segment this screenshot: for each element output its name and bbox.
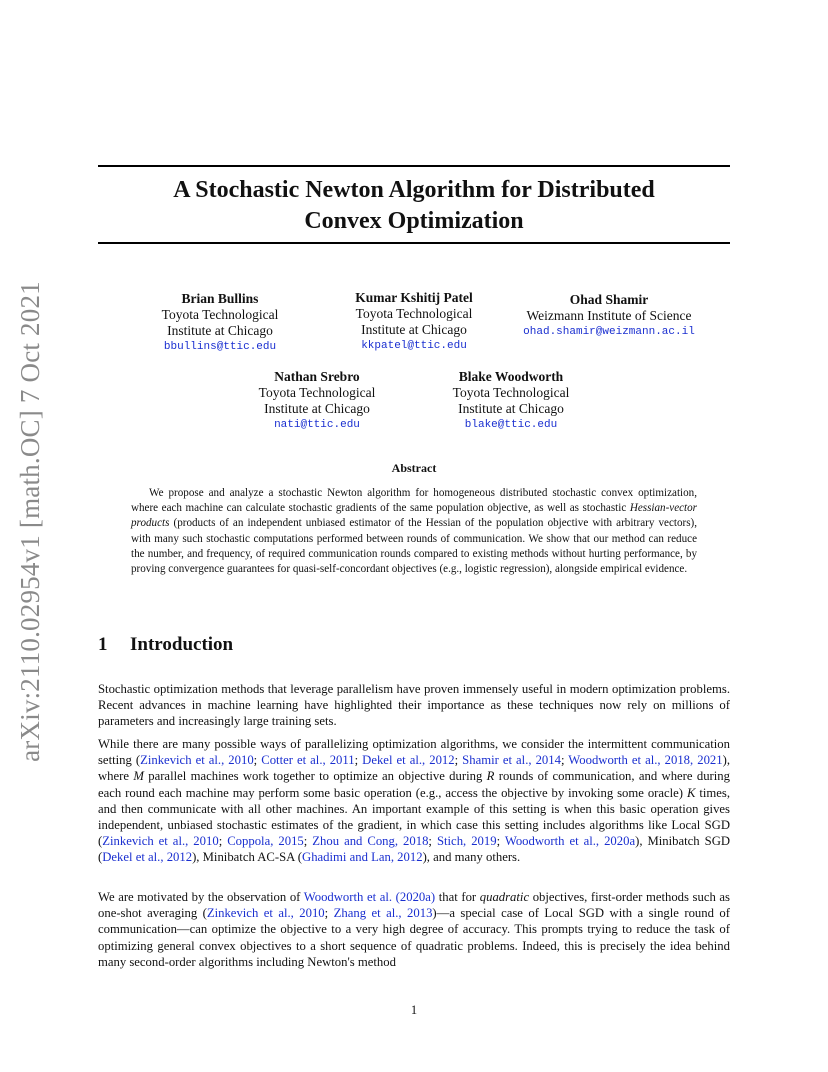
citation-link[interactable]: Zhou and Cong, 2018	[312, 834, 429, 849]
intro-paragraph-1: Stochastic optimization methods that leverage parallelism have proven immensely useful in modern optimization problems. Recent advances in machine learning have highlighted their importance as these techniques now rely on millions of parameters and increasingly large training sets.	[98, 682, 730, 729]
citation-link[interactable]: Zinkevich et al., 2010	[102, 834, 219, 849]
author-affiliation: Toyota Technological	[452, 385, 570, 400]
citation-link[interactable]: Dekel et al., 2012	[362, 753, 455, 768]
paragraph-text: ), Minibatch AC-SA (	[192, 850, 303, 865]
author-name: Kumar Kshitij Patel	[355, 290, 473, 305]
emphasis-text: quadratic	[479, 890, 530, 904]
author-affiliation: Institute at Chicago	[167, 323, 273, 338]
author-name: Blake Woodworth	[458, 369, 564, 384]
arxiv-identifier: arXiv:2110.02954v1 [math.OC] 7 Oct 2021	[14, 280, 45, 762]
author-affiliation: Institute at Chicago	[361, 322, 467, 337]
author-email[interactable]: bbullins@ttic.edu	[163, 341, 277, 353]
paragraph-text: ), and many others.	[422, 850, 521, 865]
abstract-text: We propose and analyze a stochastic Newton algorithm for homogeneous distributed stochastic convex optimization, where each machine can calculate stochastic gradients of the same population objective, as well as stochastic	[131, 487, 697, 515]
paragraph-text: )—a special case of Local SGD with a single round of communication—can optimize the objective to a very high degree of accuracy. This prompts trying to reduce the task of optimizing general convex objectives to a short sequence of quadratic problems. Indeed, this is precisely the idea behind many second-order algorithms including Newton's method	[98, 906, 730, 969]
title-line-2: Convex Optimization	[304, 208, 524, 234]
citation-link[interactable]: Zinkevich et al., 2010	[140, 753, 254, 768]
intro-paragraph-2: While there are many possible ways of parallelizing optimization algorithms, we consider the intermittent communication setting (Zinkevich et al., 2010; Cotter et al., 2011; Dekel et al., 2012; Shamir et al., 2014; Woodworth et al., 2018, 2021), where M parallel machines work together to optimize an objective during R rounds of communication, and where during each round each machine may perform some basic operation (e.g., access the objective by invoking some oracle) K times, and then communicate with all other machines. An important example of this setting is when this basic operation gives independent, unbiased stochastic estimates of the gradient, in which case this setting includes algorithms like Local SGD (Zinkevich et al., 2010; Coppola, 2015; Zhou and Cong, 2018; Stich, 2019; Woodworth et al., 2020a), Minibatch SGD (Dekel et al., 2012), Minibatch AC-SA (Ghadimi and Lan, 2012), and many others.	[98, 737, 731, 865]
section-title: Introduction	[130, 634, 234, 655]
citation-link[interactable]: Zinkevich et al., 2010	[206, 906, 325, 921]
section-number: 1	[98, 634, 108, 655]
page-number: 1	[410, 1003, 418, 1017]
citation-link[interactable]: Dekel et al., 2012	[102, 850, 193, 865]
title-rule-top	[98, 165, 730, 167]
author-affiliation: Weizmann Institute of Science	[526, 308, 692, 323]
arxiv-sidebar	[8, 276, 52, 766]
math-variable: R	[486, 769, 495, 784]
paragraph-text: We are motivated by the observation of	[98, 890, 304, 904]
abstract-body	[131, 486, 697, 577]
author-affiliation: Institute at Chicago	[458, 401, 564, 416]
author-email[interactable]: nati@ttic.edu	[274, 419, 360, 431]
paragraph-text: objectives, first-order methods such as one-shot averaging (	[98, 890, 730, 921]
paragraph-text: ), Minibatch SGD (	[98, 834, 731, 865]
paragraph-text: parallel machines work together to optimize an objective during	[143, 769, 487, 784]
author-name: Nathan Srebro	[274, 369, 360, 384]
math-variable: M	[133, 769, 144, 784]
author-email[interactable]: ohad.shamir@weizmann.ac.il	[523, 326, 695, 338]
citation-link[interactable]: Woodworth et al., 2020a	[504, 834, 636, 849]
title-rule-bottom	[98, 242, 730, 244]
math-variable: K	[686, 785, 696, 800]
author-name: Ohad Shamir	[569, 292, 649, 307]
section-heading	[98, 634, 233, 656]
author-block	[506, 292, 712, 340]
author-affiliation: Toyota Technological	[258, 385, 376, 400]
paragraph-text: that for	[435, 890, 480, 904]
citation-link[interactable]: Cotter et al., 2011	[261, 753, 355, 768]
paragraph-text: times, and then communicate with all other machines. An important example of this setting is when this basic operation gives independent, unbiased stochastic estimates of the gradient, in which case this setting includes algorithms like Local SGD (	[98, 785, 730, 849]
author-affiliation: Toyota Technological	[355, 306, 473, 321]
abstract-emphasis: Hessian-vector products	[131, 502, 697, 530]
citation-link[interactable]: Stich, 2019	[436, 834, 497, 849]
author-affiliation: Toyota Technological	[161, 307, 279, 322]
author-affiliation: Institute at Chicago	[264, 401, 370, 416]
citation-link[interactable]: Shamir et al., 2014	[462, 753, 561, 768]
abstract-heading: Abstract	[391, 461, 437, 475]
paper-title	[98, 175, 730, 237]
author-email[interactable]: kkpatel@ttic.edu	[361, 340, 467, 352]
abstract-text: (products of an independent unbiased estimator of the Hessian of the population objective with arbitrary vectors), with many such stochastic computations performed between rounds of communication. We show that our method can reduce the number, and frequency, of required communication rounds compared to existing methods without hurting performance, by proving convergence guarantees for quasi-self-concordant objectives (e.g., logistic regression), alongside empirical evidence.	[131, 517, 697, 576]
author-block	[138, 291, 302, 355]
author-block	[430, 369, 592, 433]
paragraph-text: While there are many possible ways of parallelizing optimization algorithms, we consider the intermittent communication setting (	[98, 737, 730, 768]
paragraph-text: ), where	[98, 753, 731, 784]
citation-link[interactable]: Woodworth et al., 2018, 2021	[568, 753, 723, 768]
author-email[interactable]: blake@ttic.edu	[464, 419, 558, 431]
intro-paragraph-3: We are motivated by the observation of Woodworth et al. (2020a) that for quadratic objectives, first-order methods such as one-shot averaging (Zinkevich et al., 2010; Zhang et al., 2013)—a special case of Local SGD with a single round of communication—can optimize the objective to a very high degree of accuracy. This prompts trying to reduce the task of optimizing general convex objectives to a short sequence of quadratic problems. Indeed, this is precisely the idea behind many second-order algorithms including Newton's method	[98, 890, 730, 969]
author-block	[236, 369, 398, 433]
citation-link[interactable]: Ghadimi and Lan, 2012	[302, 850, 423, 865]
citation-link[interactable]: Woodworth et al. (2020a)	[303, 890, 436, 904]
citation-link[interactable]: Zhang et al., 2013	[333, 906, 433, 921]
citation-link[interactable]: Coppola, 2015	[227, 834, 304, 849]
author-block	[322, 290, 506, 354]
author-name: Brian Bullins	[181, 291, 259, 306]
title-line-1: A Stochastic Newton Algorithm for Distributed	[173, 177, 655, 203]
paragraph-text: rounds of communication, and where during each round each machine may perform some basic operation (e.g., access the objective by invoking some oracle)	[98, 769, 730, 800]
